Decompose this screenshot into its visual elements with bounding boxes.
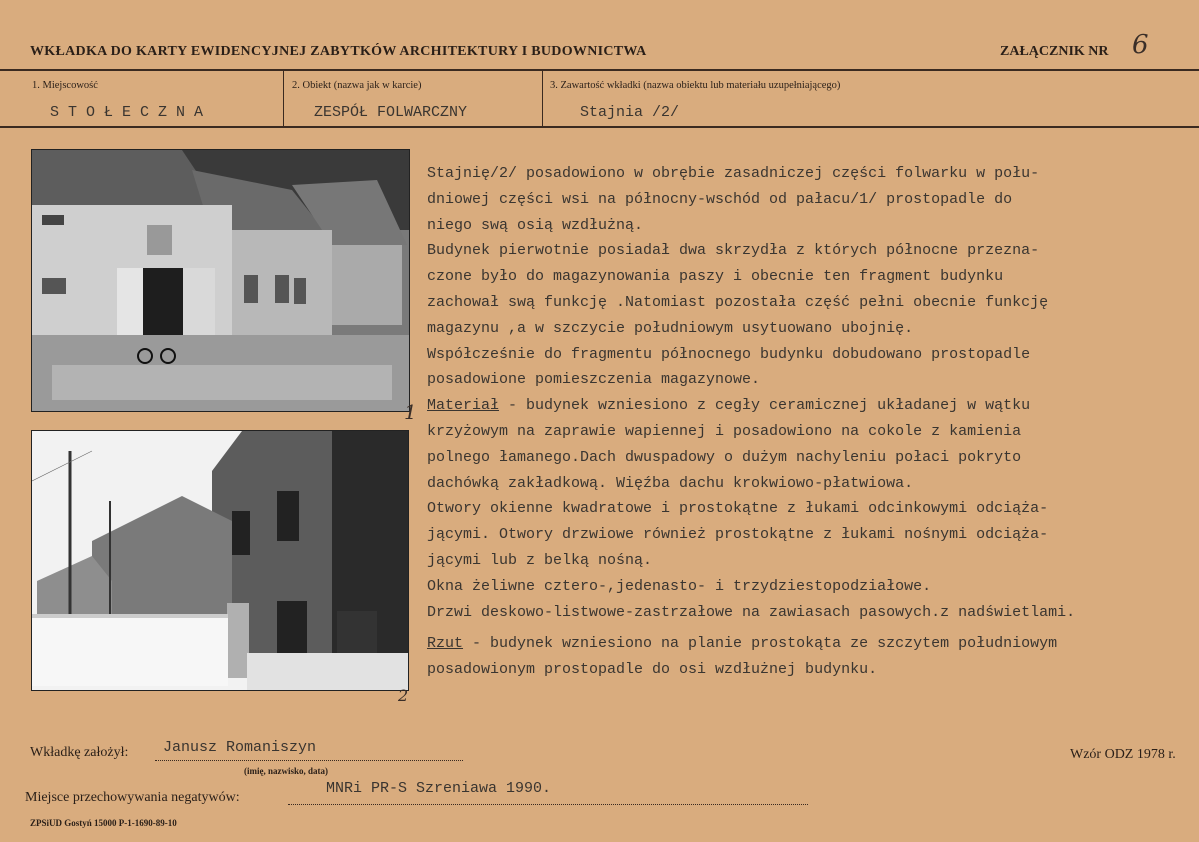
text-line: polnego łamanego.Dach dwuspadowy o dużym nachyleniu połaci pokryto	[427, 448, 1022, 466]
material-paragraph	[427, 419, 1187, 625]
rzut-heading: Rzut	[427, 635, 464, 653]
text-line: niego swą osią wzdłużną.	[427, 216, 644, 234]
rzut-text: - budynek wzniesiono na planie prostokąta ze szczytem południowym	[463, 635, 1058, 653]
text-line: Otwory okienne kwadratowe i prostokątne z łukami odcinkowymi odciąża-	[427, 500, 1049, 518]
attachment-number: 6	[1132, 30, 1149, 60]
photo-stable-south-gable	[31, 430, 409, 691]
printer-note: ZPSiUD Gostyń 15000 P-1-1690-89-10	[30, 818, 177, 828]
text-line: Budynek pierwotnie posiadał dwa skrzydła z których północne przezna-	[427, 242, 1040, 260]
material-line	[427, 393, 1187, 419]
content-label: 3. Zawartość wkładki (nazwa obiektu lub materiału uzupełniającego)	[550, 80, 841, 91]
author-value: Janusz Romaniszyn	[163, 739, 317, 756]
photo2-marker: 2	[398, 686, 409, 705]
content-value: Stajnia /2/	[580, 104, 680, 121]
author-label: Wkładkę założył:	[30, 745, 129, 760]
object-label: 2. Obiekt (nazwa jak w karcie)	[292, 80, 422, 91]
rzut-line-2: posadowionym prostopadle do osi wzdłużnej budynku.	[427, 661, 878, 679]
fields-rule	[0, 126, 1199, 128]
rzut-line	[427, 631, 1187, 657]
text-line: Współcześnie do fragmentu północnego budynku dobudowano prostopadle	[427, 345, 1031, 363]
form-version: Wzór ODZ 1978 r.	[1070, 747, 1176, 762]
form-title: WKŁADKA DO KARTY EWIDENCYJNEJ ZABYTKÓW ARCHITEKTURY I BUDOWNICTWA	[30, 44, 647, 59]
text-line: Drzwi deskowo-listwowe-zastrzałowe na zawiasach pasowych.z nadświetlami.	[427, 603, 1076, 621]
description-text	[427, 161, 1187, 683]
negatives-value: MNRi PR-S Szreniawa 1990.	[326, 780, 552, 797]
field-divider	[283, 71, 284, 126]
field-divider	[542, 71, 543, 126]
text-line: posadowione pomieszczenia magazynowe.	[427, 371, 761, 389]
object-value: ZESPÓŁ FOLWARCZNY	[314, 104, 468, 121]
header-rule	[0, 69, 1199, 71]
text-line: magazynu ,a w szczycie południowym usytuowano ubojnię.	[427, 319, 914, 337]
material-text: - budynek wzniesiono z cegły ceramicznej układanej w wątku	[499, 397, 1031, 415]
text-line: jącymi. Otwory drzwiowe również prostokątne z łukami nośnymi odciąża-	[427, 526, 1049, 544]
text-line: dniowej części wsi na północny-wschód od pałacu/1/ prostopadle do	[427, 190, 1013, 208]
attachment-label: ZAŁĄCZNIK NR	[1000, 44, 1109, 59]
text-line: Okna żeliwne cztero-,jedenasto- i trzydziestopodziałowe.	[427, 577, 932, 595]
photo-stable-courtyard	[31, 149, 410, 412]
photo-image	[32, 150, 409, 411]
text-line: dachówką zakładkową. Więźba dachu krokwiowo-płatwiowa.	[427, 474, 914, 492]
author-hint: (imię, nazwisko, data)	[244, 766, 328, 776]
material-heading: Materiał	[427, 397, 500, 415]
text-line: zachował swą funkcję .Natomiast pozostała część pełni obecnie funkcję	[427, 293, 1049, 311]
negatives-label: Miejsce przechowywania negatywów:	[25, 790, 240, 805]
text-line: krzyżowym na zaprawie wapiennej i posadowiono na cokole z kamienia	[427, 422, 1022, 440]
text-line: Stajnię/2/ posadowiono w obrębie zasadniczej części folwarku w połu-	[427, 165, 1040, 182]
photo-image	[32, 431, 408, 690]
description-paragraph	[427, 161, 1187, 393]
text-line: czone było do magazynowania paszy i obecnie ten fragment budynku	[427, 268, 1004, 286]
photo1-marker: 1	[404, 400, 417, 424]
locality-label: 1. Miejscowość	[32, 80, 98, 91]
locality-value: S T O Ł E C Z N A	[50, 104, 204, 121]
text-line: jącymi lub z belką nośną.	[427, 551, 653, 569]
